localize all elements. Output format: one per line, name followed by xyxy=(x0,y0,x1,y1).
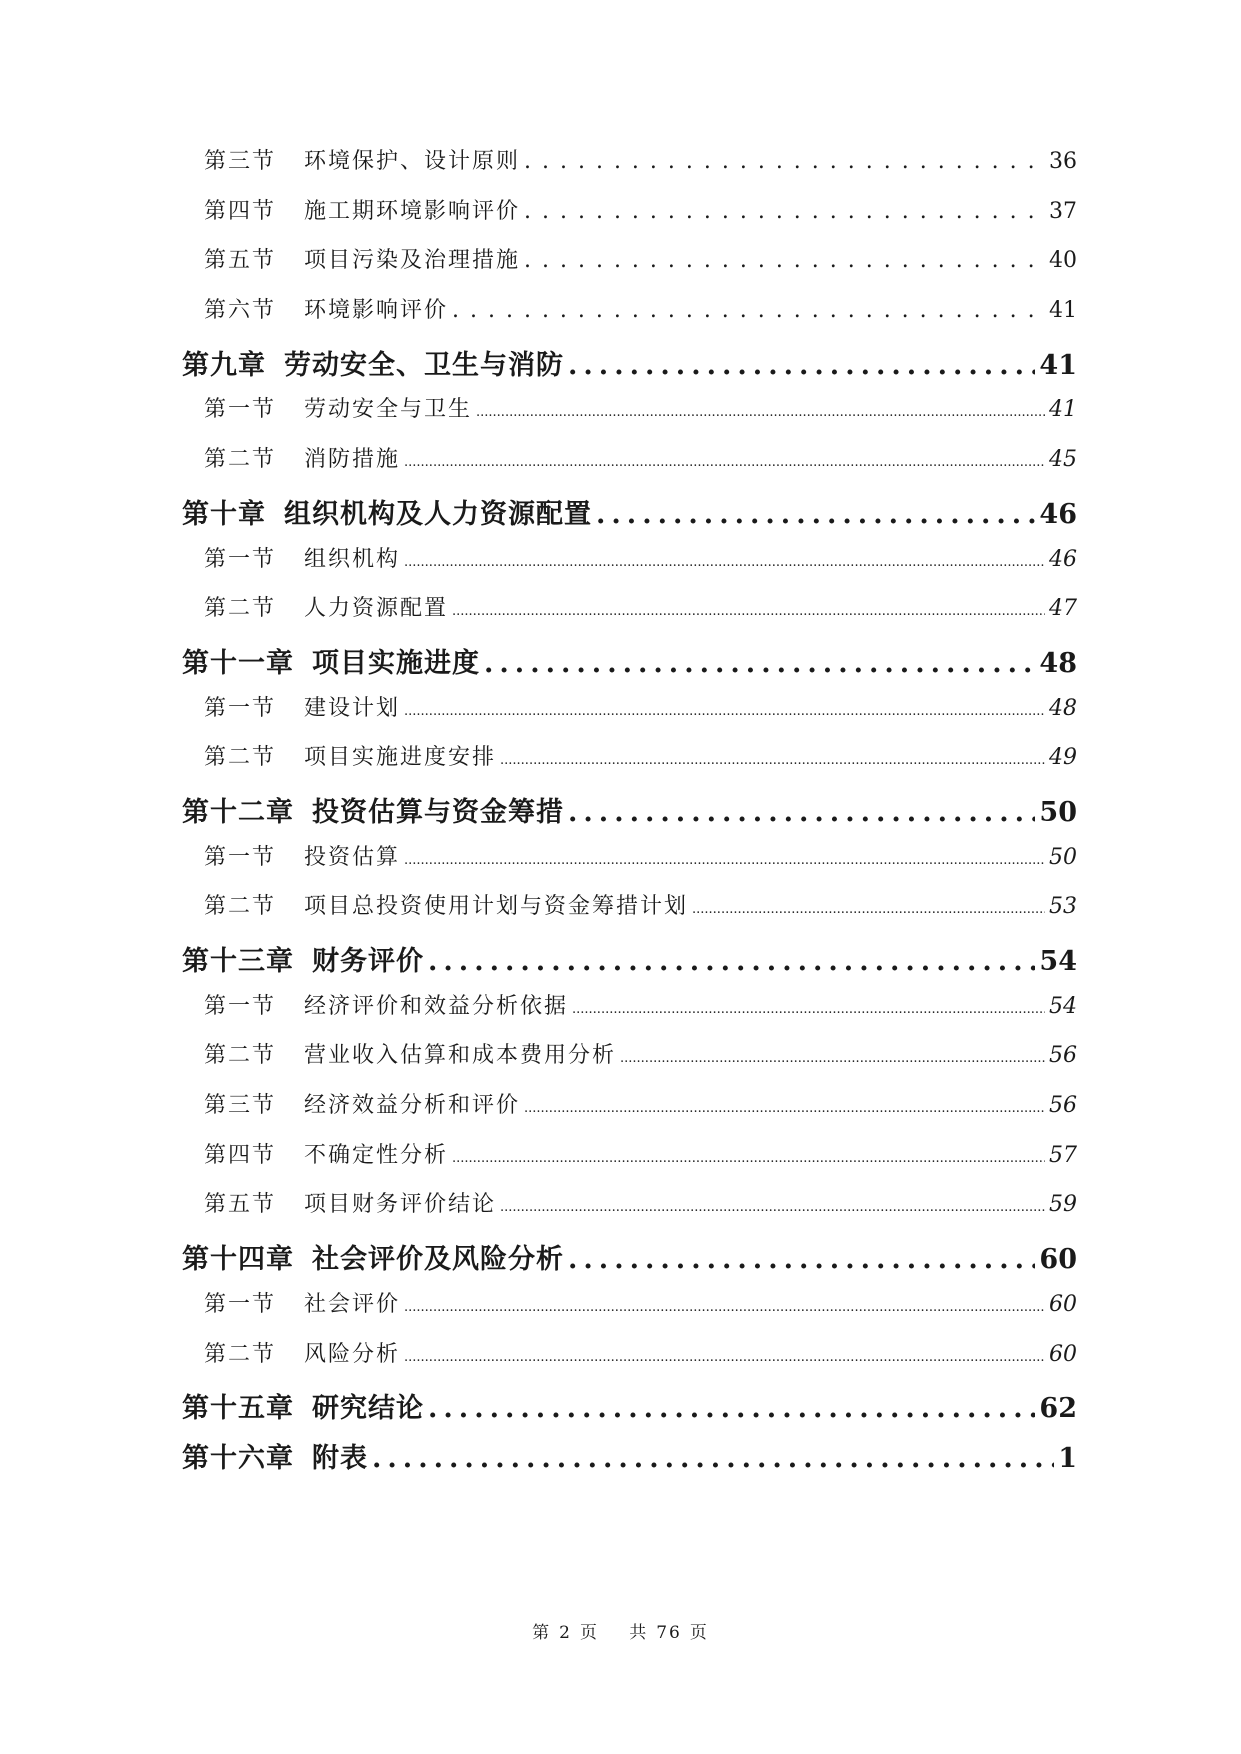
toc-entry-title: 建设计划 xyxy=(304,695,401,721)
toc-entry-title: 项目总投资使用计划与资金筹措计划 xyxy=(304,894,689,920)
toc-chapter-entry[interactable] xyxy=(182,343,1077,393)
toc-section-entry[interactable] xyxy=(182,1287,1077,1337)
toc-page-number: 53 xyxy=(1049,894,1077,920)
toc-page-number: 36 xyxy=(1049,149,1077,174)
toc-entry-title: 社会评价 xyxy=(304,1291,401,1317)
toc-section-entry[interactable] xyxy=(182,591,1077,641)
footer-total-suffix: 页 xyxy=(689,1623,709,1643)
toc-page-number: 46 xyxy=(1049,546,1077,572)
toc-page-number: 59 xyxy=(1049,1192,1077,1218)
toc-page-number: 45 xyxy=(1049,447,1077,473)
toc-entry-label: 第三节 xyxy=(204,149,277,174)
toc-entry-label: 第一节 xyxy=(204,993,277,1019)
toc-page-number: 41 xyxy=(1039,349,1077,381)
toc-entry-label: 第五节 xyxy=(204,248,277,274)
toc-dot-leader xyxy=(500,745,1045,770)
toc-page-number: 60 xyxy=(1049,1291,1077,1317)
toc-section-entry[interactable] xyxy=(182,293,1077,343)
toc-entry-label: 第一节 xyxy=(204,397,277,423)
toc-chapter-entry[interactable] xyxy=(182,939,1077,989)
footer-total-pages: 76 xyxy=(656,1623,682,1643)
toc-page-number: 54 xyxy=(1039,946,1077,977)
toc-dot-leader xyxy=(484,648,1035,679)
toc-entry-label: 第四节 xyxy=(204,1142,277,1168)
toc-entry-label: 第二节 xyxy=(204,1043,277,1069)
toc-entry-title: 投资估算与资金筹措 xyxy=(312,796,564,828)
toc-entry-label: 第一节 xyxy=(204,1291,277,1317)
toc-page-number: 54 xyxy=(1049,993,1077,1019)
toc-page-number: 47 xyxy=(1049,596,1077,622)
toc-dot-leader xyxy=(404,696,1045,721)
toc-dot-leader xyxy=(404,1292,1045,1317)
toc-section-entry[interactable] xyxy=(182,1337,1077,1387)
toc-page-number: 56 xyxy=(1049,1093,1077,1119)
toc-entry-title: 社会评价及风险分析 xyxy=(312,1244,564,1276)
toc-entry-label: 第二节 xyxy=(204,1341,277,1367)
toc-page-number: 49 xyxy=(1049,745,1077,771)
toc-dot-leader xyxy=(404,845,1045,870)
toc-section-entry[interactable] xyxy=(182,542,1077,592)
toc-entry-title: 项目财务评价结论 xyxy=(304,1192,497,1218)
footer-page-number: 2 xyxy=(559,1623,572,1643)
toc-entry-title: 附表 xyxy=(312,1442,368,1474)
toc-chapter-entry[interactable] xyxy=(182,492,1077,542)
toc-entry-label: 第十一章 xyxy=(182,647,294,679)
toc-page-number: 48 xyxy=(1039,647,1077,679)
toc-entry-label: 第九章 xyxy=(182,349,266,381)
toc-dot-leader xyxy=(404,447,1045,472)
toc-page-number: 56 xyxy=(1049,1043,1077,1069)
toc-entry-title: 组织机构及人力资源配置 xyxy=(284,498,592,530)
toc-entry-label: 第三节 xyxy=(204,1093,277,1119)
toc-dot-leader xyxy=(692,894,1045,919)
toc-page-number: 40 xyxy=(1049,248,1077,274)
toc-entry-label: 第一节 xyxy=(204,546,277,572)
toc-entry-label: 第十四章 xyxy=(182,1244,294,1276)
toc-dot-leader xyxy=(524,248,1045,273)
toc-entry-title: 营业收入估算和成本费用分析 xyxy=(304,1043,617,1069)
toc-dot-leader xyxy=(524,199,1045,224)
toc-dot-leader xyxy=(500,1192,1045,1217)
toc-page-number: 62 xyxy=(1039,1393,1077,1425)
toc-page-number: 46 xyxy=(1039,498,1077,530)
toc-section-entry[interactable] xyxy=(182,889,1077,939)
toc-entry-label: 第六节 xyxy=(204,298,277,324)
toc-section-entry[interactable] xyxy=(182,392,1077,442)
footer-total-prefix: 共 xyxy=(629,1623,649,1643)
toc-entry-title: 消防措施 xyxy=(304,447,401,473)
toc-page-number: 60 xyxy=(1039,1244,1077,1276)
toc-entry-title: 财务评价 xyxy=(312,946,424,977)
toc-entry-title: 项目实施进度安排 xyxy=(304,745,497,771)
footer-page-prefix: 第 xyxy=(532,1623,552,1643)
toc-entry-title: 项目实施进度 xyxy=(312,647,480,679)
toc-dot-leader xyxy=(568,797,1035,828)
toc-section-entry[interactable] xyxy=(182,691,1077,741)
toc-page-number: 50 xyxy=(1039,796,1077,828)
toc-section-entry[interactable] xyxy=(182,1088,1077,1138)
toc-dot-leader xyxy=(452,298,1045,323)
toc-entry-title: 不确定性分析 xyxy=(304,1142,449,1168)
toc-entry-title: 投资估算 xyxy=(304,844,401,870)
toc-entry-title: 经济评价和效益分析依据 xyxy=(304,993,569,1019)
toc-page-number: 41 xyxy=(1049,397,1077,423)
toc-dot-leader xyxy=(572,994,1045,1019)
toc-dot-leader xyxy=(428,1393,1035,1424)
toc-entry-label: 第二节 xyxy=(204,596,277,622)
toc-entry-label: 第十章 xyxy=(182,498,266,530)
toc-dot-leader xyxy=(568,350,1035,381)
toc-entry-label: 第十二章 xyxy=(182,796,294,828)
toc-entry-title: 组织机构 xyxy=(304,546,401,572)
toc-page-number: 41 xyxy=(1049,298,1077,324)
toc-entry-label: 第一节 xyxy=(204,844,277,870)
toc-chapter-entry[interactable] xyxy=(182,1386,1077,1436)
toc-entry-title: 环境保护、设计原则 xyxy=(304,149,521,174)
toc-entry-title: 经济效益分析和评价 xyxy=(304,1093,521,1119)
toc-dot-leader xyxy=(428,946,1035,977)
toc-section-entry[interactable] xyxy=(182,1187,1077,1237)
toc-chapter-entry[interactable] xyxy=(182,1436,1077,1486)
toc-entry-title: 人力资源配置 xyxy=(304,596,449,622)
toc-dot-leader xyxy=(568,1244,1035,1275)
toc-entry-label: 第二节 xyxy=(204,447,277,473)
toc-section-entry[interactable] xyxy=(182,740,1077,790)
toc-dot-leader xyxy=(372,1443,1054,1474)
toc-entry-label: 第一节 xyxy=(204,695,277,721)
toc-entry-title: 劳动安全与卫生 xyxy=(304,397,473,423)
toc-entry-label: 第十五章 xyxy=(182,1393,294,1425)
table-of-contents xyxy=(182,144,1077,1486)
footer-page-suffix: 页 xyxy=(579,1623,599,1643)
toc-entry-title: 研究结论 xyxy=(312,1393,424,1425)
toc-entry-label: 第二节 xyxy=(204,745,277,771)
toc-page-number: 1 xyxy=(1058,1442,1077,1474)
toc-entry-title: 施工期环境影响评价 xyxy=(304,198,521,224)
page-footer xyxy=(0,1618,1241,1643)
toc-page-number: 60 xyxy=(1049,1341,1077,1367)
toc-entry-title: 劳动安全、卫生与消防 xyxy=(284,349,564,381)
toc-dot-leader xyxy=(404,547,1045,572)
toc-section-entry[interactable] xyxy=(182,840,1077,890)
toc-chapter-entry[interactable] xyxy=(182,790,1077,840)
toc-page-number: 57 xyxy=(1049,1142,1077,1168)
toc-dot-leader xyxy=(404,1342,1045,1367)
toc-section-entry[interactable] xyxy=(182,442,1077,492)
toc-entry-label: 第十三章 xyxy=(182,946,294,977)
toc-entry-label: 第二节 xyxy=(204,894,277,920)
toc-dot-leader xyxy=(452,1143,1045,1168)
toc-section-entry[interactable] xyxy=(182,243,1077,293)
toc-entry-label: 第四节 xyxy=(204,198,277,224)
toc-entry-title: 风险分析 xyxy=(304,1341,401,1367)
toc-dot-leader xyxy=(452,596,1045,621)
toc-entry-label: 第五节 xyxy=(204,1192,277,1218)
toc-entry-label: 第十六章 xyxy=(182,1442,294,1474)
toc-entry-title: 项目污染及治理措施 xyxy=(304,248,521,274)
toc-section-entry[interactable] xyxy=(182,1138,1077,1188)
toc-page-number: 50 xyxy=(1049,844,1077,870)
toc-dot-leader xyxy=(620,1043,1045,1068)
toc-chapter-entry[interactable] xyxy=(182,1237,1077,1287)
toc-section-entry[interactable] xyxy=(182,194,1077,244)
toc-page-number: 48 xyxy=(1049,695,1077,721)
toc-dot-leader xyxy=(524,1093,1045,1118)
toc-section-entry[interactable] xyxy=(182,1038,1077,1088)
toc-section-entry[interactable] xyxy=(182,989,1077,1039)
toc-chapter-entry[interactable] xyxy=(182,641,1077,691)
toc-dot-leader xyxy=(476,397,1045,422)
toc-page-number: 37 xyxy=(1049,198,1077,224)
toc-dot-leader xyxy=(524,149,1045,174)
toc-entry-title: 环境影响评价 xyxy=(304,298,449,324)
toc-dot-leader xyxy=(596,499,1035,530)
toc-section-entry[interactable] xyxy=(182,144,1077,194)
